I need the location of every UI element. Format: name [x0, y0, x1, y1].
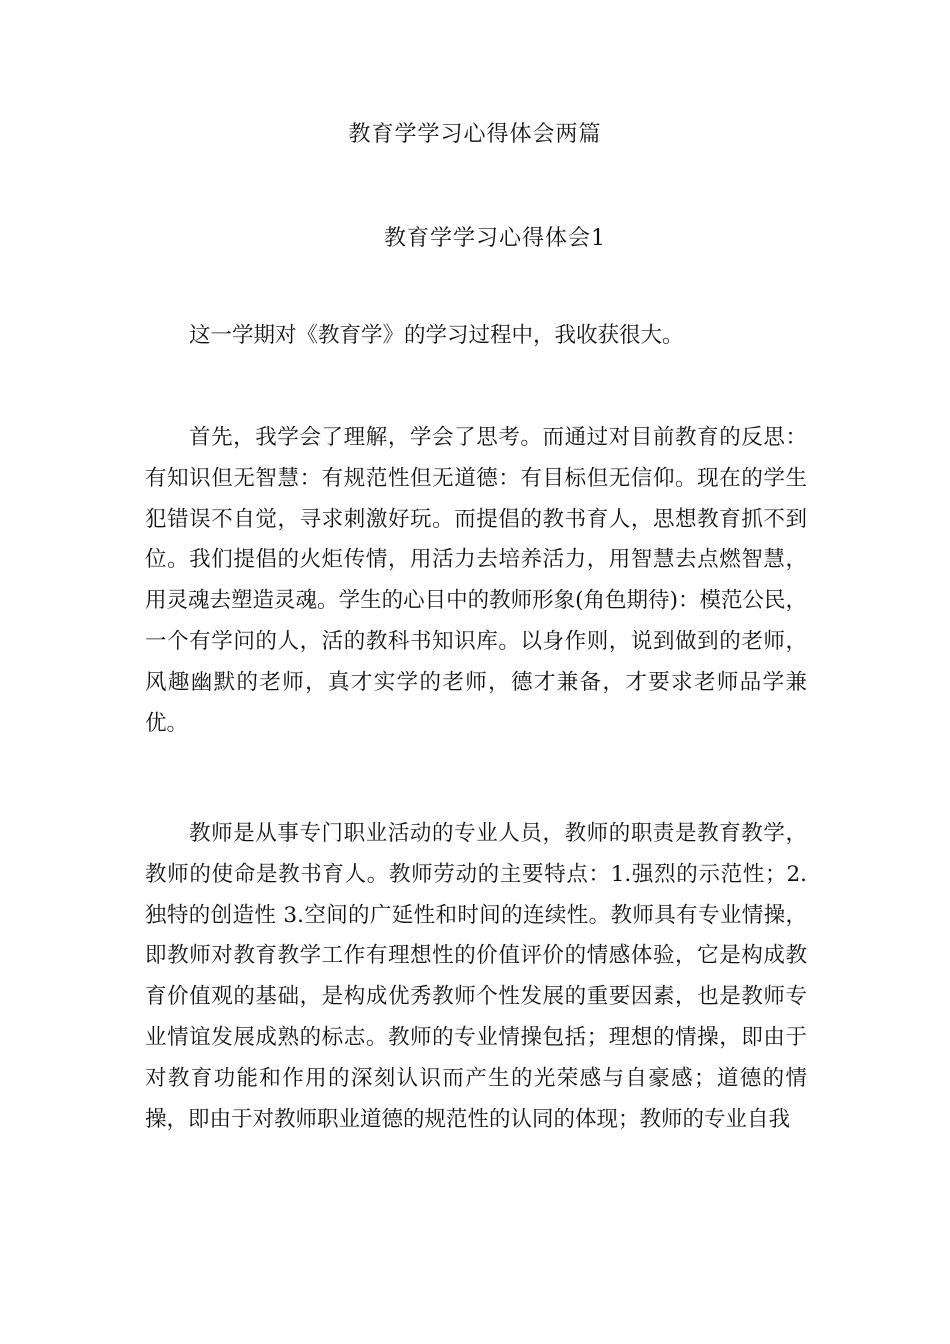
paragraph-intro: 这一学期对《教育学》的学习过程中，我收获很大。 [189, 323, 684, 348]
paragraph-teacher-profession: 教师是从事专门职业活动的专业人员，教师的职责是教育教学，教师的使命是教书育人。教师劳动的主要特点：1.强烈的示范性；2.独特的创造性 3.空间的广延性和时间的连续性。教师具有专业情操，即教师对教育教学工作有理想性的价值评价的情感体验，它是构成教育价值观的基础，是构成优秀教师个性发展的重要因素，也是教师专业情谊发展成熟的标志。教师的专业情操包括；理想的情操，即由于对教育功能和作用的深刻认识而产生的光荣感与自豪感；道德的情操，即由于对教师职业道德的规范性的认同的体现；教师的专业自我 [145, 821, 807, 1132]
paragraph-reflection: 首先，我学会了理解，学会了思考。而通过对目前教育的反思：有知识但无智慧：有规范性但无道德：有目标但无信仰。现在的学生犯错误不自觉，寻求刺激好玩。而提倡的教书育人，思想教育抓不到位。我们提倡的火炬传情，用活力去培养活力，用智慧去点燃智慧，用灵魂去塑造灵魂。学生的心目中的教师形象(角色期待)：模范公民，一个有学问的人，活的教科书知识库。以身作则，说到做到的老师，风趣幽默的老师，真才实学的老师，德才兼备，才要求老师品学兼优。 [145, 425, 807, 736]
document-title: 教育学学习心得体会两篇 [348, 122, 602, 147]
section-title: 教育学学习心得体会1 [384, 226, 606, 251]
